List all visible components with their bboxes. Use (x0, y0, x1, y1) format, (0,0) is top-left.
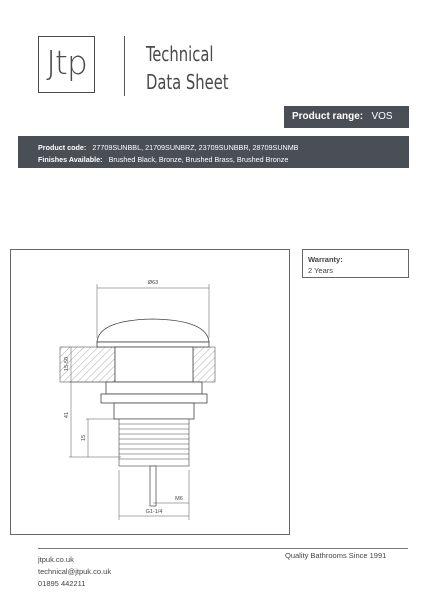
warranty-box (302, 249, 409, 278)
header-divider (124, 36, 125, 96)
warranty-value: 2 Years (308, 266, 334, 275)
logo-text: Jtp (46, 43, 87, 82)
product-range-bar (284, 106, 409, 128)
dim-rod: M6 (175, 496, 183, 502)
footer-email[interactable]: technical@jtpuk.co.uk (38, 567, 112, 576)
finishes-label: Finishes Available: (38, 155, 103, 164)
product-code-value: 27709SUNBBL, 21709SUNBRZ, 23709SUNBBR, 28709SUNMB (92, 143, 299, 152)
product-code-row (38, 142, 409, 154)
dim-thread: 15 (81, 434, 87, 442)
dim-worktop: 15-50 (64, 356, 70, 372)
footer-divider (38, 548, 408, 549)
footer-contact (38, 554, 111, 590)
warranty-label: Warranty: (308, 255, 343, 264)
title-line-2: Data Sheet (146, 70, 229, 94)
company-logo (38, 36, 95, 93)
title-line-1: Technical (146, 42, 214, 66)
product-info-bar (18, 136, 409, 168)
waste-thread (119, 419, 189, 466)
waste-rod (150, 466, 156, 506)
technical-drawing (11, 250, 289, 534)
product-range-value: VOS (371, 111, 393, 122)
finishes-value: Brushed Black, Bronze, Brushed Brass, Brushed Bronze (108, 155, 289, 164)
product-code-label: Product code: (38, 143, 87, 152)
product-range-label: Product range: (292, 111, 364, 122)
footer-tagline: Quality Bathrooms Since 1991 (285, 551, 387, 560)
waste-body (101, 347, 207, 419)
dim-diameter: Ø63 (147, 280, 159, 286)
technical-drawing-frame (10, 249, 290, 535)
document-title (146, 40, 229, 96)
waste-cap (97, 319, 209, 347)
footer-phone: 01895 442211 (38, 579, 86, 588)
worktop-right (193, 347, 215, 382)
dim-body: 41 (64, 411, 70, 419)
finishes-row (38, 154, 409, 166)
footer-website[interactable]: jtpuk.co.uk (38, 555, 74, 564)
dim-outlet: G1-1/4 (145, 509, 163, 515)
